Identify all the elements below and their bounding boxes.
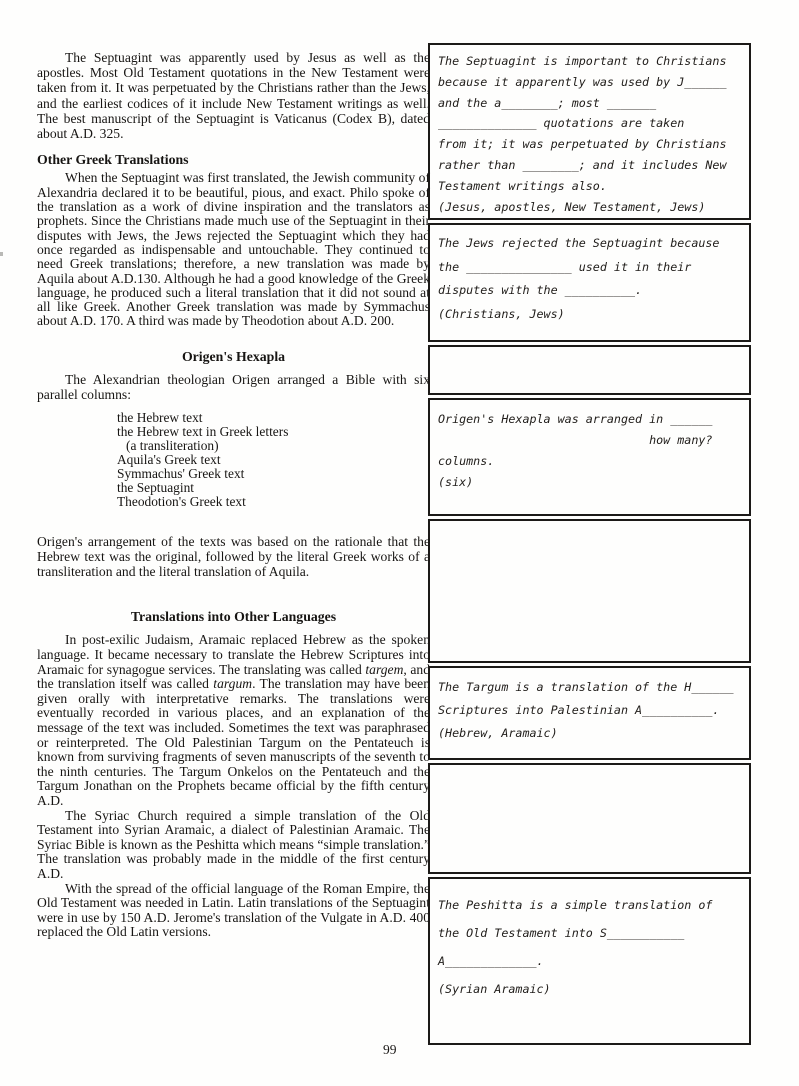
exercise-box-peshitta-line-2: the Old Testament into S___________ bbox=[438, 926, 685, 940]
paragraph-hexapla-rationale: Origen's arrangement of the texts was based on the rationale that the Hebrew text was the original, followed by the literal Greek works of a transliteration and the literal translation of Aquila. bbox=[37, 533, 430, 580]
word-targem: targem bbox=[365, 661, 404, 677]
exercise-box-jews-rejected-line-4: (Christians, Jews) bbox=[438, 306, 565, 321]
exercise-box-targum bbox=[428, 666, 751, 760]
hexapla-column-3: (a transliteration) bbox=[126, 438, 219, 454]
exercise-box-hexapla bbox=[428, 398, 751, 516]
page-number: 99 bbox=[383, 1042, 397, 1057]
exercise-box-peshitta-line-3: A_____________. bbox=[438, 954, 544, 968]
heading-origens-hexapla: Origen's Hexapla bbox=[181, 348, 286, 364]
exercise-box-jews-rejected bbox=[428, 223, 751, 342]
paragraph-targum bbox=[37, 633, 430, 808]
exercise-box-septuagint-importance-line-4: ______________ quotations are taken bbox=[438, 116, 685, 131]
word-targum: targum bbox=[213, 676, 253, 692]
exercise-box-septuagint-importance-line-6: rather than ________; and it includes New bbox=[438, 157, 727, 172]
hexapla-column-2: the Hebrew text in Greek letters bbox=[117, 424, 289, 440]
exercise-box-empty-2 bbox=[428, 519, 751, 663]
exercise-box-targum-line-1: The Targum is a translation of the H______ bbox=[438, 680, 734, 694]
exercise-box-septuagint-importance-line-2: because it apparently was used by J______ bbox=[438, 74, 727, 89]
scan-artifact bbox=[0, 252, 3, 256]
exercise-box-peshitta-line-1: The Peshitta is a simple translation of bbox=[438, 898, 713, 912]
paragraph-other-greek: When the Septuagint was first translated, the Jewish community of Alexandria declared it to be beautiful, pious, and exact. Philo spoke of the translation as a work of divine inspiration and the translators as prophets. Since the Christians made much use of the Septuagint in their disputes with Jews, the Jews rejected the Septuagint which they had once regarded as indispensable and untouchable. They continued to need Greek translations; therefore, a new translation was made by Aquila about A.D.130. Although he had a good knowledge of the Greek language, he produced such a literal translation that it did not sound at all like Greek. Another Greek translation was made by Symmachus about A.D. 170. A third was made by Theodotion about A.D. 200. bbox=[37, 170, 430, 329]
exercise-box-jews-rejected-line-1: The Jews rejected the Septuagint because bbox=[438, 236, 720, 250]
exercise-box-septuagint-importance-line-7: Testament writings also. bbox=[438, 178, 607, 193]
targum-text-b: , and the translation itself was called bbox=[37, 661, 430, 692]
right-column bbox=[428, 43, 751, 1048]
exercise-box-hexapla-line-2: how many? bbox=[438, 433, 713, 447]
exercise-box-septuagint-importance-line-1: The Septuagint is important to Christians bbox=[438, 54, 727, 68]
targum-text-a: In post-exilic Judaism, Aramaic replaced Hebrew as the spoken language. It became necessary to translate the Hebrew Scriptures into Aramaic for synagogue services. The translating was called bbox=[37, 632, 430, 677]
exercise-box-hexapla-line-1: Origen's Hexapla was arranged in ______ bbox=[438, 412, 713, 426]
paragraph-hexapla-intro: The Alexandrian theologian Origen arranged a Bible with six parallel columns: bbox=[37, 371, 430, 403]
hexapla-column-6: the Septuagint bbox=[117, 479, 194, 495]
hexapla-column-7: Theodotion's Greek text bbox=[117, 493, 246, 509]
heading-translations-other-languages: Translations into Other Languages bbox=[130, 609, 337, 625]
main-text-column bbox=[37, 50, 430, 940]
exercise-box-empty-3 bbox=[428, 763, 751, 874]
hexapla-column-5: Symmachus' Greek text bbox=[117, 465, 245, 481]
exercise-box-septuagint-importance bbox=[428, 43, 751, 220]
paragraph-latin-vulgate: With the spread of the official language of the Roman Empire, the Old Testament was needed in Latin. Latin translations of the Septuagint were in use by 150 A.D. Jerome's translation of the Vulgate in A.D. 400 replaced the Old Latin versions. bbox=[37, 880, 430, 940]
exercise-box-peshitta-line-5: (Syrian Aramaic) bbox=[438, 982, 551, 996]
exercise-box-peshitta bbox=[428, 877, 751, 1045]
exercise-box-hexapla-line-3: columns. bbox=[438, 454, 495, 468]
exercise-box-jews-rejected-line-3: disputes with the __________. bbox=[438, 283, 643, 297]
hexapla-column-1: the Hebrew text bbox=[117, 410, 203, 426]
exercise-box-targum-line-2: Scriptures into Palestinian A__________. bbox=[438, 703, 720, 717]
paragraph-septuagint: The Septuagint was apparently used by Jesus as well as the apostles. Most Old Testament quotations in the New Testament were taken from it. It was perpetuated by the Christians rather than the Jews, and the earliest codices of it include New Testament writings as well. The best manuscript of the Septuagint is Vaticanus (Codex B), dated about A.D. 325. bbox=[37, 50, 430, 142]
paragraph-syriac-peshitta: The Syriac Church required a simple translation of the Old Testament into Syrian Aramaic, a dialect of Palestinian Aramaic. The Syriac Bible is known as the Peshitta which means “simple translation.” The translation was probably made in the middle of the first century A.D. bbox=[37, 807, 430, 881]
exercise-box-jews-rejected-line-2: the _______________ used it in their bbox=[438, 259, 692, 274]
exercise-box-empty-1 bbox=[428, 345, 751, 395]
exercise-box-septuagint-importance-line-5: from it; it was perpetuated by Christians bbox=[438, 137, 727, 152]
exercise-box-septuagint-importance-line-8: (Jesus, apostles, New Testament, Jews) bbox=[438, 199, 706, 214]
heading-other-greek-translations: Other Greek Translations bbox=[37, 152, 189, 168]
targum-text-c: . The translation may have been given orally with interpretative remarks. The translations were eventually recorded in various places, and an explanation of the message of the text was included. Sometimes the text was paraphrased or reinterpreted. The Old Palestinian Targum on the Pentateuch is known from surviving fragments of seven manuscripts of the seventh to the ninth centuries. The Targum Onkelos on the Pentateuch and the Targum Jonathan on the Prophets became official by the fifth century A.D. bbox=[37, 676, 430, 808]
exercise-box-hexapla-line-5: (six) bbox=[438, 475, 474, 489]
exercise-box-septuagint-importance-line-3: and the a________; most _______ bbox=[438, 95, 657, 110]
hexapla-column-4: Aquila's Greek text bbox=[117, 452, 221, 468]
exercise-box-targum-line-4: (Hebrew, Aramaic) bbox=[438, 726, 558, 740]
hexapla-columns-list bbox=[117, 411, 430, 508]
